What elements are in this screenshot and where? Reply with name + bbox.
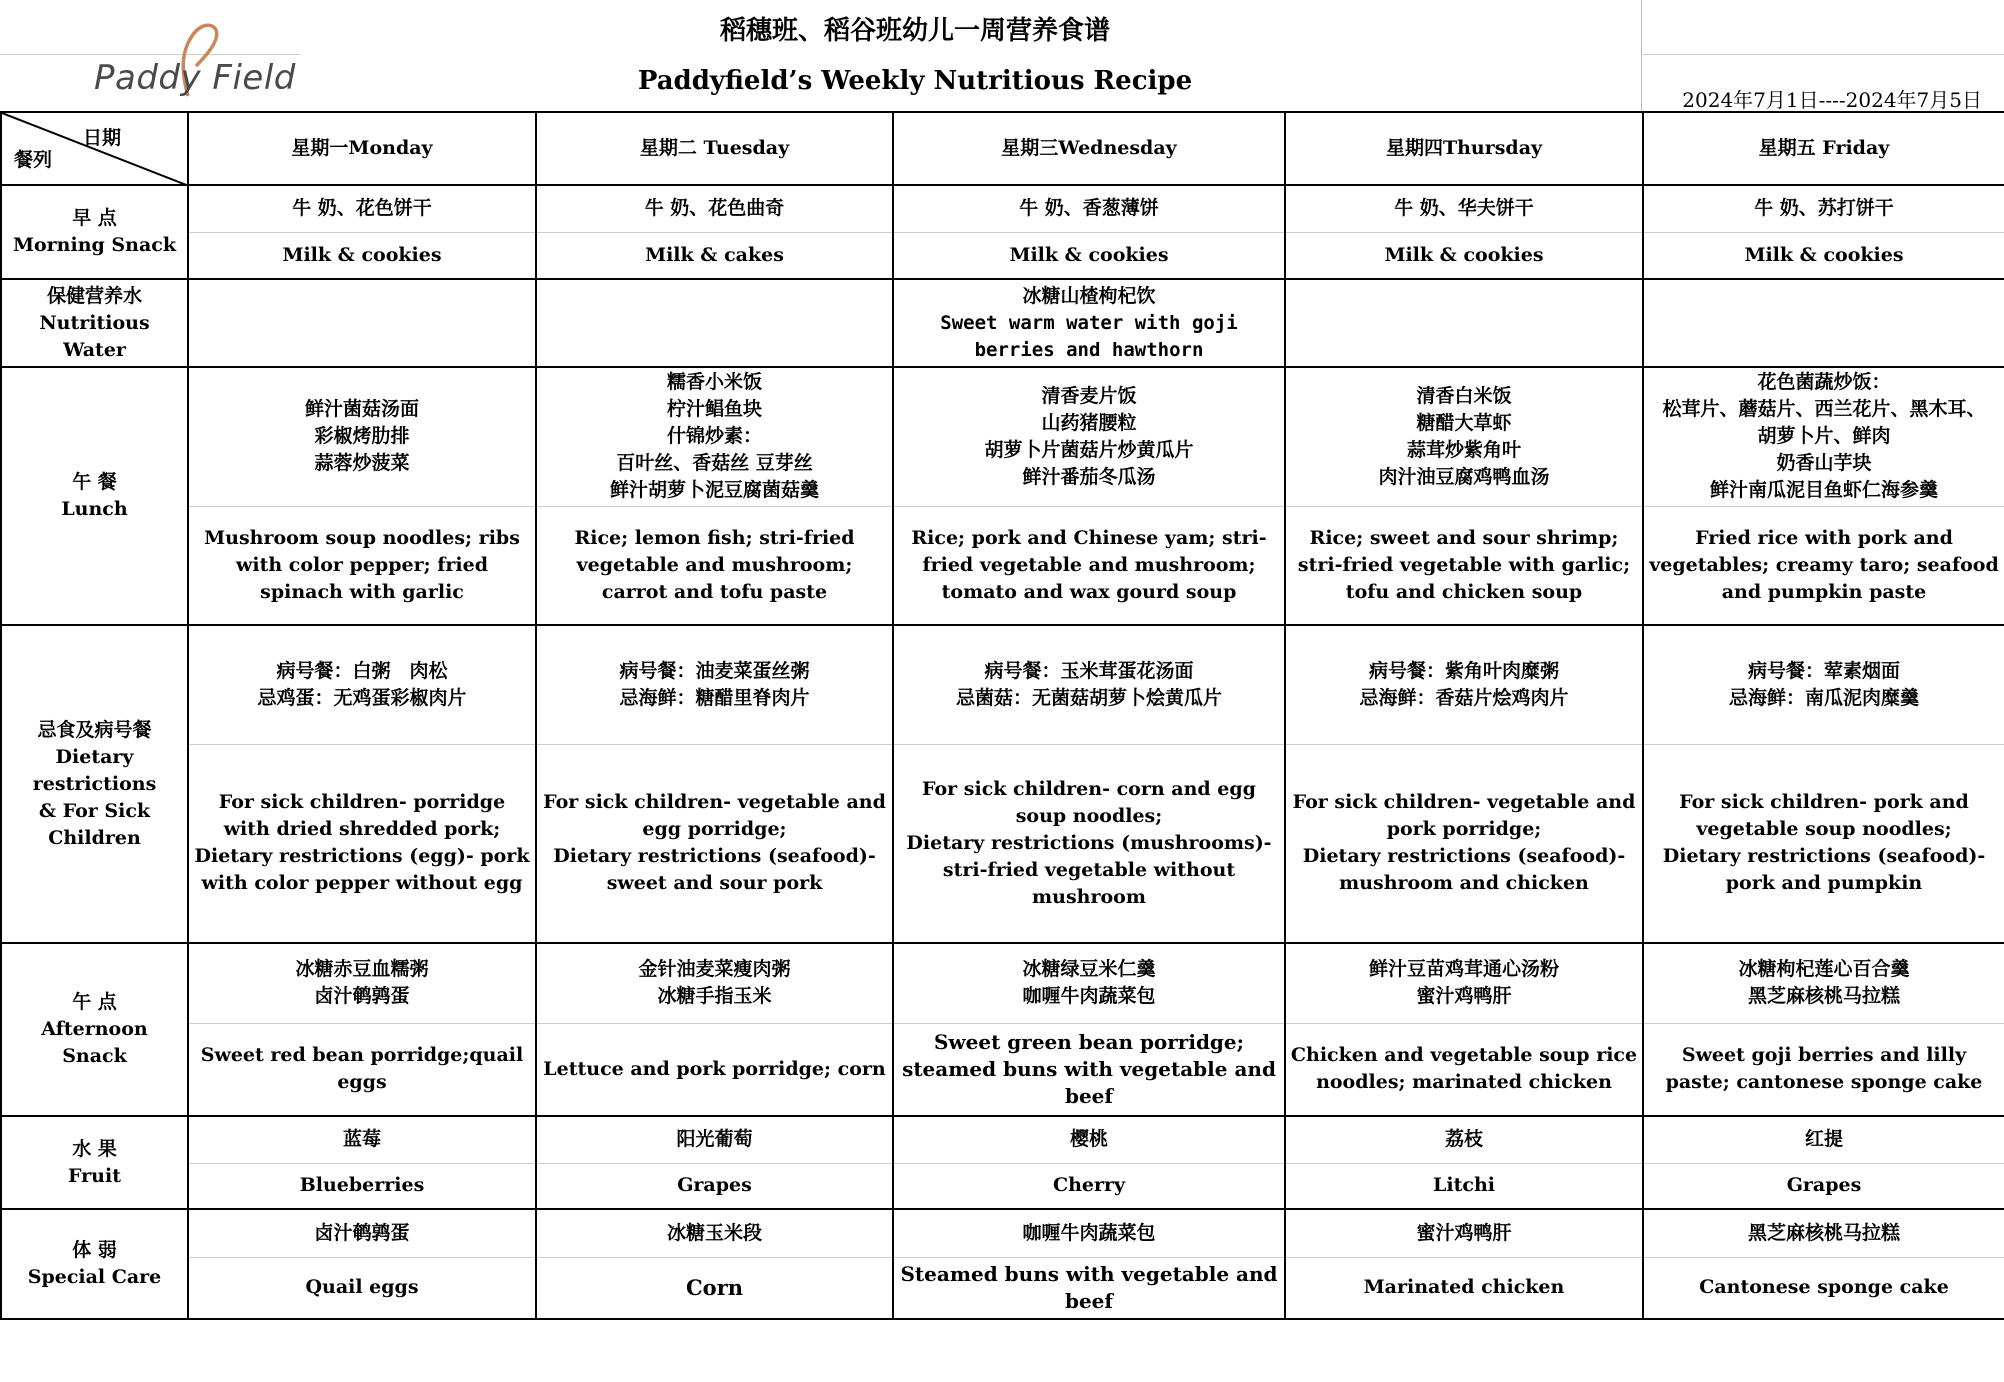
label-cn: 体 弱	[72, 1239, 117, 1261]
menu-cell	[1285, 943, 1643, 1023]
menu-cell	[1643, 625, 2004, 744]
row-label-afternoon	[1, 943, 188, 1116]
header-rule-right	[1641, 54, 2004, 55]
menu-cell: Milk & cookies	[1643, 232, 2004, 279]
label-cn: 早 点	[72, 207, 117, 229]
menu-cell: Milk & cookies	[1285, 232, 1643, 279]
weekly-menu-table	[0, 111, 2004, 1320]
label-en: Nutritious Water	[39, 311, 150, 361]
menu-cell	[1285, 367, 1643, 506]
dish: 鲜汁菌菇汤面	[304, 398, 419, 421]
menu-cell: 牛 奶、苏打饼干	[1643, 185, 2004, 232]
fruit-row-cn	[1, 1116, 2004, 1163]
dish: 胡萝卜片菌菇片炒黄瓜片	[984, 438, 1194, 461]
menu-cell: Sweet goji berries and lilly paste; cantonese sponge cake	[1643, 1023, 2004, 1116]
dish: 忌海鲜：糖醋里脊肉片	[619, 686, 810, 709]
dish: Dietary restrictions (egg)- pork with color pepper without egg	[194, 845, 530, 895]
menu-cell: 咖喱牛肉蔬菜包	[893, 1209, 1285, 1257]
menu-cell: Cantonese sponge cake	[1643, 1257, 2004, 1319]
diet-row-en	[1, 744, 2004, 943]
menu-cell: Blueberries	[188, 1163, 536, 1209]
menu-cell: Rice; pork and Chinese yam; stri-fried vegetable and mushroom; tomato and wax gourd soup	[893, 506, 1285, 625]
dish: 蒜茸炒紫角叶	[1406, 438, 1521, 461]
title-chinese: 稻穗班、稻谷班幼儿一周营养食谱	[719, 16, 1110, 46]
dish: 肉汁油豆腐鸡鸭血汤	[1378, 465, 1550, 488]
menu-cell	[536, 744, 893, 943]
date-range: 2024年7月1日----2024年7月5日	[1682, 88, 1982, 112]
dish: 冰糖枸杞莲心百合羹	[1738, 958, 1910, 981]
dish: 冰糖绿豆米仁羹	[1022, 958, 1156, 981]
label-cn: 水 果	[72, 1137, 117, 1160]
row-label-fruit	[1, 1116, 188, 1209]
menu-cell	[1643, 943, 2004, 1023]
dish: 病号餐：玉米茸蛋花汤面	[984, 659, 1194, 682]
logo-text: Paddy Field	[94, 58, 296, 98]
menu-cell: 牛 奶、花色饼干	[188, 185, 536, 232]
corner-date-label: 日期	[82, 127, 121, 149]
day-header-row	[1, 112, 2004, 185]
dish: 糖醋大草虾	[1416, 411, 1512, 434]
menu-cell: Quail eggs	[188, 1257, 536, 1319]
menu-cell-empty	[188, 279, 536, 367]
menu-cell	[1643, 367, 2004, 506]
label-cn: 保健营养水	[46, 284, 142, 307]
menu-cell: Sweet green bean porridge; steamed buns with vegetable and beef	[893, 1023, 1285, 1116]
menu-cell: Steamed buns with vegetable and beef	[893, 1257, 1285, 1319]
dish: 鲜汁南瓜泥目鱼虾仁海参羹	[1709, 479, 1938, 502]
label-cn: 午 点	[72, 991, 117, 1013]
morning-snack-row-cn	[1, 185, 2004, 232]
label-en: Special Care	[27, 1266, 162, 1288]
menu-cell: 卤汁鹌鹑蛋	[188, 1209, 536, 1257]
dish: For sick children- porridge with dried shredded pork;	[218, 791, 506, 841]
row-label-diet	[1, 625, 188, 943]
header-divider	[1641, 0, 1642, 112]
lunch-row-cn	[1, 367, 2004, 506]
menu-cell: Fried rice with pork and vegetables; creamy taro; seafood and pumpkin paste	[1643, 506, 2004, 625]
dish: For sick children- pork and vegetable soup noodles;	[1679, 791, 1969, 841]
menu-cell: 牛 奶、花色曲奇	[536, 185, 893, 232]
dish: Dietary restrictions (seafood)- mushroom and chicken	[1302, 845, 1626, 895]
dish: 什锦炒素：	[666, 425, 762, 448]
menu-cell: Rice; lemon fish; stri-fried vegetable and mushroom; carrot and tofu paste	[536, 506, 893, 625]
dish: 胡萝卜片、鲜肉	[1757, 425, 1891, 448]
menu-cell: Milk & cakes	[536, 232, 893, 279]
afternoon-row-cn	[1, 943, 2004, 1023]
menu-cell	[1285, 625, 1643, 744]
label-en: Dietary restrictions	[32, 745, 157, 795]
dish: Dietary restrictions (mushrooms)- stri-fried vegetable without mushroom	[906, 831, 1272, 908]
day-tuesday: 星期二 Tuesday	[536, 112, 893, 185]
dish: 病号餐：荤素烟面	[1747, 659, 1900, 682]
dish: For sick children- vegetable and egg porridge;	[543, 791, 886, 841]
menu-cell: Litchi	[1285, 1163, 1643, 1209]
label-en: Morning Snack	[12, 234, 177, 256]
dish: 百叶丝、香菇丝 豆芽丝	[616, 452, 813, 475]
label-cn: 午 餐	[72, 471, 117, 493]
menu-cell: Mushroom soup noodles; ribs with color pepper; fried spinach with garlic	[188, 506, 536, 625]
care-row-cn	[1, 1209, 2004, 1257]
row-label-lunch	[1, 367, 188, 625]
afternoon-row-en	[1, 1023, 2004, 1116]
label-en: Fruit	[68, 1164, 121, 1187]
menu-cell	[188, 625, 536, 744]
day-friday: 星期五 Friday	[1643, 112, 2004, 185]
menu-cell: Cherry	[893, 1163, 1285, 1209]
menu-cell-empty	[536, 279, 893, 367]
menu-cell: 黑芝麻核桃马拉糕	[1643, 1209, 2004, 1257]
menu-cell	[1643, 744, 2004, 943]
paddyfield-logo	[70, 14, 310, 104]
day-monday: 星期一Monday	[188, 112, 536, 185]
label-en: Lunch	[61, 498, 128, 520]
dish: 病号餐：白粥 肉松	[276, 659, 448, 682]
water-cn: 冰糖山楂枸杞饮	[1022, 284, 1156, 307]
dish: 病号餐：油麦菜蛋丝粥	[619, 659, 810, 682]
dish: 卤汁鹌鹑蛋	[314, 985, 410, 1008]
menu-cell: 蓝莓	[188, 1116, 536, 1163]
label-en: & For Sick Children	[38, 799, 151, 849]
menu-cell	[893, 943, 1285, 1023]
dish: 蒜蓉炒菠菜	[314, 452, 410, 475]
label-cn: 忌食及病号餐	[37, 718, 152, 741]
title-english: Paddyfield’s Weekly Nutritious Recipe	[637, 66, 1193, 96]
menu-cell: Sweet red bean porridge;quail eggs	[188, 1023, 536, 1116]
dish: 柠汁鲳鱼块	[666, 398, 762, 421]
row-label-care	[1, 1209, 188, 1319]
corner-meal-label: 餐列	[14, 149, 53, 171]
dish: 黑芝麻核桃马拉糕	[1747, 985, 1900, 1008]
lunch-row-en	[1, 506, 2004, 625]
menu-cell	[188, 744, 536, 943]
dish: 花色菌蔬炒饭：	[1757, 371, 1891, 394]
menu-cell-empty	[1285, 279, 1643, 367]
row-label-morning	[1, 185, 188, 279]
menu-cell	[188, 943, 536, 1023]
menu-cell: 冰糖玉米段	[536, 1209, 893, 1257]
water-en: Sweet warm water with goji berries and hawthorn	[940, 311, 1238, 361]
menu-cell	[188, 367, 536, 506]
dish: 忌海鲜：南瓜泥肉糜羹	[1728, 686, 1919, 709]
menu-cell: Rice; sweet and sour shrimp; stri-fried vegetable with garlic; tofu and chicken soup	[1285, 506, 1643, 625]
menu-cell	[536, 625, 893, 744]
label-en: Afternoon Snack	[41, 1018, 148, 1067]
dish: 山药猪腰粒	[1041, 411, 1137, 434]
menu-cell	[893, 279, 1285, 367]
dish: 病号餐：紫角叶肉糜粥	[1368, 659, 1559, 682]
dish: 松茸片、蘑菇片、西兰花片、黑木耳、	[1662, 398, 1986, 421]
dish: 蜜汁鸡鸭肝	[1416, 985, 1512, 1008]
dish: 忌菌菇：无菌菇胡萝卜烩黄瓜片	[955, 686, 1222, 709]
dish: For sick children- vegetable and pork porridge;	[1292, 791, 1636, 841]
dish: 咖喱牛肉蔬菜包	[1022, 985, 1156, 1008]
menu-cell: Milk & cookies	[188, 232, 536, 279]
dish: 忌鸡蛋：无鸡蛋彩椒肉片	[257, 686, 467, 709]
dish: 鲜汁豆苗鸡茸通心汤粉	[1368, 958, 1559, 981]
menu-cell: 红提	[1643, 1116, 2004, 1163]
menu-cell	[536, 943, 893, 1023]
dish: 清香麦片饭	[1041, 384, 1137, 407]
dish: 清香白米饭	[1416, 384, 1512, 407]
menu-cell: 阳光葡萄	[536, 1116, 893, 1163]
day-thursday: 星期四Thursday	[1285, 112, 1643, 185]
dish: 冰糖赤豆血糯粥	[295, 958, 429, 981]
menu-cell	[893, 367, 1285, 506]
menu-cell: 荔枝	[1285, 1116, 1643, 1163]
menu-cell: 牛 奶、香葱薄饼	[893, 185, 1285, 232]
menu-cell-empty	[1643, 279, 2004, 367]
menu-cell: Chicken and vegetable soup rice noodles; marinated chicken	[1285, 1023, 1643, 1116]
document-header	[0, 0, 2004, 112]
menu-cell	[893, 744, 1285, 943]
dish: 忌海鲜：香菇片烩鸡肉片	[1359, 686, 1569, 709]
nutritious-water-row	[1, 279, 2004, 367]
menu-cell: Marinated chicken	[1285, 1257, 1643, 1319]
care-row-en	[1, 1257, 2004, 1319]
menu-cell	[893, 625, 1285, 744]
menu-cell: Corn	[536, 1257, 893, 1319]
menu-cell: Grapes	[536, 1163, 893, 1209]
menu-cell	[536, 367, 893, 506]
row-label-water	[1, 279, 188, 367]
corner-cell	[1, 112, 188, 185]
menu-cell	[1285, 744, 1643, 943]
dish: 奶香山芋块	[1776, 452, 1872, 475]
dish: 鲜汁番茄冬瓜汤	[1022, 465, 1156, 488]
dish: 鲜汁胡萝卜泥豆腐菌菇羹	[609, 479, 819, 502]
dish: For sick children- corn and egg soup noodles;	[922, 777, 1256, 827]
day-wednesday: 星期三Wednesday	[893, 112, 1285, 185]
dish: Dietary restrictions (seafood)- sweet and sour pork	[553, 845, 876, 895]
menu-cell: 牛 奶、华夫饼干	[1285, 185, 1643, 232]
dish: Dietary restrictions (seafood)- pork and pumpkin	[1662, 845, 1986, 895]
dish: 彩椒烤肋排	[314, 425, 410, 448]
menu-cell: Milk & cookies	[893, 232, 1285, 279]
morning-snack-row-en	[1, 232, 2004, 279]
diet-row-cn	[1, 625, 2004, 744]
menu-cell: 蜜汁鸡鸭肝	[1285, 1209, 1643, 1257]
dish: 糯香小米饭	[666, 371, 762, 394]
dish: 冰糖手指玉米	[657, 985, 772, 1008]
fruit-row-en	[1, 1163, 2004, 1209]
menu-cell: 樱桃	[893, 1116, 1285, 1163]
menu-cell: Lettuce and pork porridge; corn	[536, 1023, 893, 1116]
dish: 金针油麦菜瘦肉粥	[638, 958, 791, 981]
menu-cell: Grapes	[1643, 1163, 2004, 1209]
